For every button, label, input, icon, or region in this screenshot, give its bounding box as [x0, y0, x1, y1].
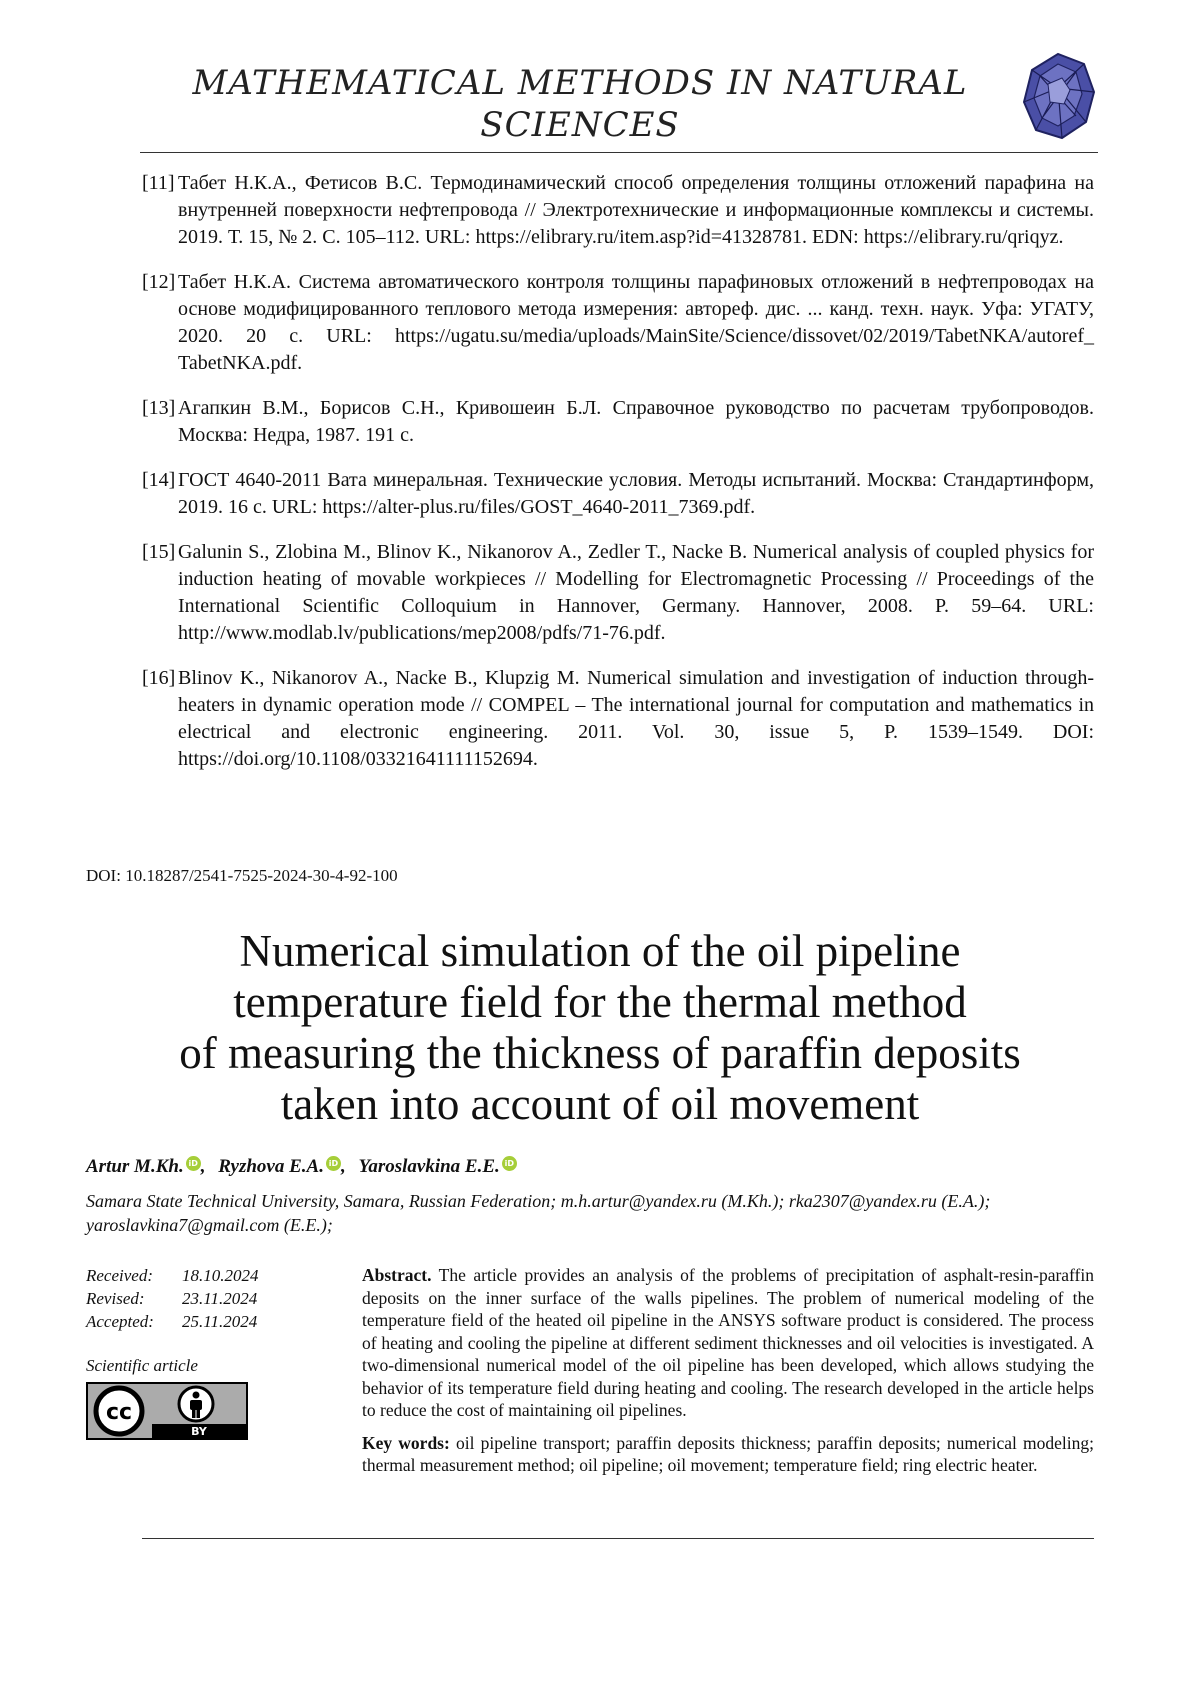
- affiliation: Samara State Technical University, Samara, Russian Federation; m.h.artur@yandex.ru (M.Kh.); rka2307@yandex.ru (E.A.); yaroslavkina7@gmail.com (E.E.);: [86, 1191, 991, 1235]
- date-value: 23.11.2024: [182, 1289, 258, 1308]
- reference-number: [11]: [142, 172, 175, 194]
- keywords-label: Key words:: [362, 1432, 450, 1453]
- abstract-text: The article provides an analysis of the problems of precipitation of asphalt-resin-paraffin deposits on the inner surface of the walls pipelines. The problem of numerical modeling of the temperature field of the heated oil pipeline in the ANSYS software product is considered. The process of heating and cooling the pipeline at different sediment thicknesses and oil velocities is investigated. A two-dimensional numerical model of the oil pipeline has been developed, which allows studying the behavior of its temperature field during heating and cooling. The research developed in the article helps to reduce the cost of maintaining oil pipelines.: [362, 1265, 1095, 1420]
- crystal-cluster-logo-icon: [1018, 48, 1098, 144]
- keywords-text: oil pipeline transport; paraffin deposits thickness; paraffin deposits; numerical modeling; thermal measurement method; oil pipeline; oil movement; temperature field; ring electric heater.: [362, 1432, 1095, 1475]
- reference-number: [13]: [142, 397, 176, 419]
- date-value: 25.11.2024: [182, 1312, 258, 1331]
- reference-number: [16]: [142, 667, 176, 689]
- reference-number: [15]: [142, 541, 176, 563]
- author-separator: ,: [340, 1156, 346, 1177]
- author-separator: ,: [200, 1156, 206, 1177]
- journal-title: [140, 62, 1020, 146]
- author-list: [86, 1156, 525, 1178]
- paper-title-line: taken into account of oil movement: [280, 1079, 920, 1129]
- date-row-revised: [86, 1287, 259, 1310]
- reference-item: [142, 170, 1094, 251]
- abstract-label: Abstract.: [362, 1265, 432, 1285]
- journal-title-line-1: MATHEMATICAL METHODS IN NATURAL: [192, 63, 968, 103]
- reference-item: [142, 269, 1094, 377]
- journal-title-line-2: SCIENCES: [480, 105, 680, 145]
- reference-item: [142, 539, 1094, 647]
- date-label: Accepted:: [86, 1312, 154, 1331]
- by-label: BY: [191, 1425, 207, 1438]
- date-row-received: [86, 1264, 259, 1287]
- orcid-icon[interactable]: iD: [326, 1156, 341, 1171]
- reference-text: Blinov K., Nikanorov A., Nacke B., Klupzig M. Numerical simulation and investigation of induction through-heaters in dynamic operation mode // COMPEL – The international journal for computation and mathematics in electrical and electronic engineering. 2011. Vol. 30, issue 5, P. 1539–1549. DOI: https://doi.org/10.1108/03321641111152694.: [178, 667, 1094, 770]
- reference-item: [142, 665, 1094, 773]
- date-row-accepted: [86, 1310, 259, 1333]
- reference-text: Galunin S., Zlobina M., Blinov K., Nikanorov A., Zedler T., Nacke B. Numerical analysis of coupled physics for induction heating of movable workpieces // Modelling for Electromagnetic Processing // Proceedings of the International Scientific Colloquium in Hannover, Germany. Hannover, 2008. P. 59–64. URL: http://www.modlab.lv/publications/mep2008/pdfs/71-76.pdf.: [178, 541, 1094, 644]
- reference-item: [142, 467, 1094, 521]
- paper-title-line: temperature field for the thermal method: [233, 977, 967, 1027]
- reference-text: Агапкин В.М., Борисов С.Н., Кривошеин Б.Л. Справочное руководство по расчетам трубопроводов. Москва: Недра, 1987. 191 с.: [178, 397, 1094, 446]
- paper-title-line: Numerical simulation of the oil pipeline: [239, 926, 961, 976]
- orcid-icon[interactable]: iD: [186, 1156, 201, 1171]
- cc-label: cc: [105, 1400, 133, 1425]
- reference-number: [14]: [142, 469, 176, 491]
- header-divider: [140, 152, 1098, 153]
- reference-number: [12]: [142, 271, 176, 293]
- author-name: Ryzhova E.A.: [218, 1156, 324, 1177]
- paper-title: [80, 926, 1120, 1130]
- orcid-icon[interactable]: iD: [502, 1156, 517, 1171]
- footer-divider: [142, 1538, 1094, 1539]
- paper-title-line: of measuring the thickness of paraffin deposits: [179, 1028, 1021, 1078]
- abstract-paragraph: [362, 1264, 1094, 1422]
- reference-text: Табет Н.К.А., Фетисов В.С. Термодинамический способ определения толщины отложений парафина на внутренней поверхности нефтепровода // Электротехнические и информационные комплексы и системы. 2019. Т. 15, № 2. С. 105–112. URL: https://elibrary.ru/item.asp?id=41328781. EDN: https://elibrary.ru/qriqyz.: [178, 172, 1094, 248]
- date-label: Revised:: [86, 1289, 145, 1308]
- reference-text: ГОСТ 4640-2011 Вата минеральная. Технические условия. Методы испытаний. Москва: Стандартинформ, 2019. 16 с. URL: https://alter-plus.ru/files/GOST_4640-2011_7369.pdf.: [178, 469, 1094, 518]
- date-value: 18.10.2024: [182, 1266, 259, 1285]
- reference-list: [142, 170, 1094, 791]
- keywords-paragraph: [362, 1432, 1094, 1477]
- date-label: Received:: [86, 1266, 153, 1285]
- article-doi: DOI: 10.18287/2541-7525-2024-30-4-92-100: [86, 866, 398, 885]
- author: [86, 1156, 205, 1178]
- author-name: Yaroslavkina E.E.: [358, 1156, 500, 1177]
- abstract-block: [362, 1264, 1094, 1487]
- author-name: Artur M.Kh.: [86, 1156, 184, 1177]
- article-dates: [86, 1264, 259, 1333]
- reference-item: [142, 395, 1094, 449]
- reference-text: Табет Н.К.А. Система автоматического контроля толщины парафиновых отложений в нефтепроводах на основе модифицированного теплового метода измерения: автореф. дис. ... канд. техн. наук. Уфа: УГАТУ, 2020. 20 с. URL: https://ugatu.su/media/uploads/MainSite/Science/dissovet/02/2019/TabetNKA/autoref_ TabetNKA.pdf.: [178, 271, 1094, 374]
- cc-by-license-icon[interactable]: [86, 1382, 248, 1440]
- author: [358, 1156, 516, 1178]
- author: [218, 1156, 346, 1178]
- article-type: Scientific article: [86, 1356, 198, 1375]
